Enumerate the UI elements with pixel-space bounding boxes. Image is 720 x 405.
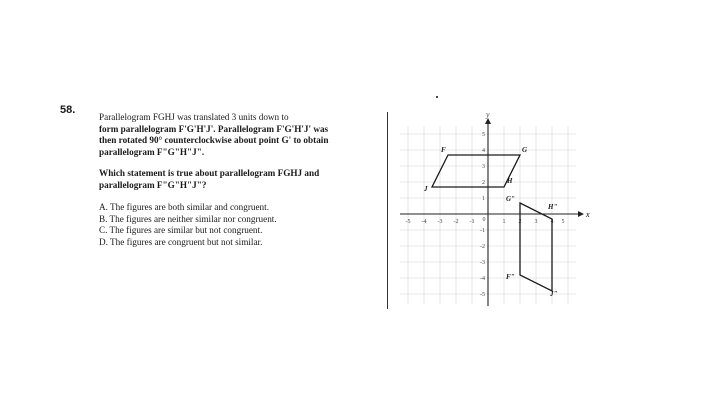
choice-c: C. The figures are similar but not congruent. [99,225,263,235]
coordinate-graph [398,108,593,308]
y-tick-label: -2 [480,244,485,250]
x-tick-label: -2 [453,219,459,225]
prompt-line: Which statement is true about parallelogram FGHJ and [99,168,320,178]
x-tick-label: 1 [502,219,506,225]
x-tick-label: -4 [421,219,427,225]
vertex-label-h: H [507,177,513,185]
paragraph-line: then rotated 90° counterclockwise about point G' to obtain [99,135,329,145]
y-tick-label: -4 [480,276,485,282]
y-tick-label: 2 [482,180,485,186]
x-tick-label: 4 [550,219,554,225]
vertex-label-j: J [424,185,428,193]
vertex-label-f2: F" [506,273,515,281]
paragraph-line: form parallelogram F'G'H'J'. Parallelogram F'G'H'J' was [99,123,329,134]
vertex-label-f: F [441,146,446,154]
paragraph-line: parallelogram F"G"H"J". [99,146,205,157]
y-tick-label: -3 [480,260,485,266]
question-text [99,112,389,248]
vertex-label-g: G [522,146,528,154]
y-tick-label: 1 [482,196,485,202]
vertex-label-h2: H" [548,203,558,211]
x-tick-label: -5 [405,219,411,225]
x-axis-label: x [586,210,590,219]
vertex-label-j2: J" [550,290,558,298]
x-tick-label: 3 [534,219,538,225]
x-tick-label: 2 [518,219,522,225]
y-tick-label: 3 [482,164,485,170]
y-tick-label: 5 [482,132,485,138]
x-tick-label: -3 [437,219,443,225]
paragraph-line: Parallelogram FGHJ was translated 3 units down to [99,112,289,122]
x-axis-arrow [578,211,584,217]
x-tick-label: 5 [561,219,565,225]
y-tick-label: -1 [480,228,485,234]
choice-b: B. The figures are neither similar nor congruent. [99,213,277,224]
x-tick-label: 0 [482,217,486,223]
x-tick-labels [406,217,565,225]
choice-d: D. The figures are congruent but not similar. [99,236,263,247]
column-divider [387,112,388,309]
question-number: 58. [60,104,76,116]
y-axis-label: y [486,110,490,119]
y-tick-label: -5 [480,292,485,298]
y-tick-labels [480,132,485,298]
stray-dot [436,96,438,98]
x-tick-label: -1 [469,219,475,225]
y-tick-label: 4 [482,148,485,154]
vertex-label-g2: G" [506,195,515,203]
prompt-line: parallelogram F"G"H"J"? [99,179,207,190]
choice-a: A. The figures are both similar and congruent. [99,202,270,212]
